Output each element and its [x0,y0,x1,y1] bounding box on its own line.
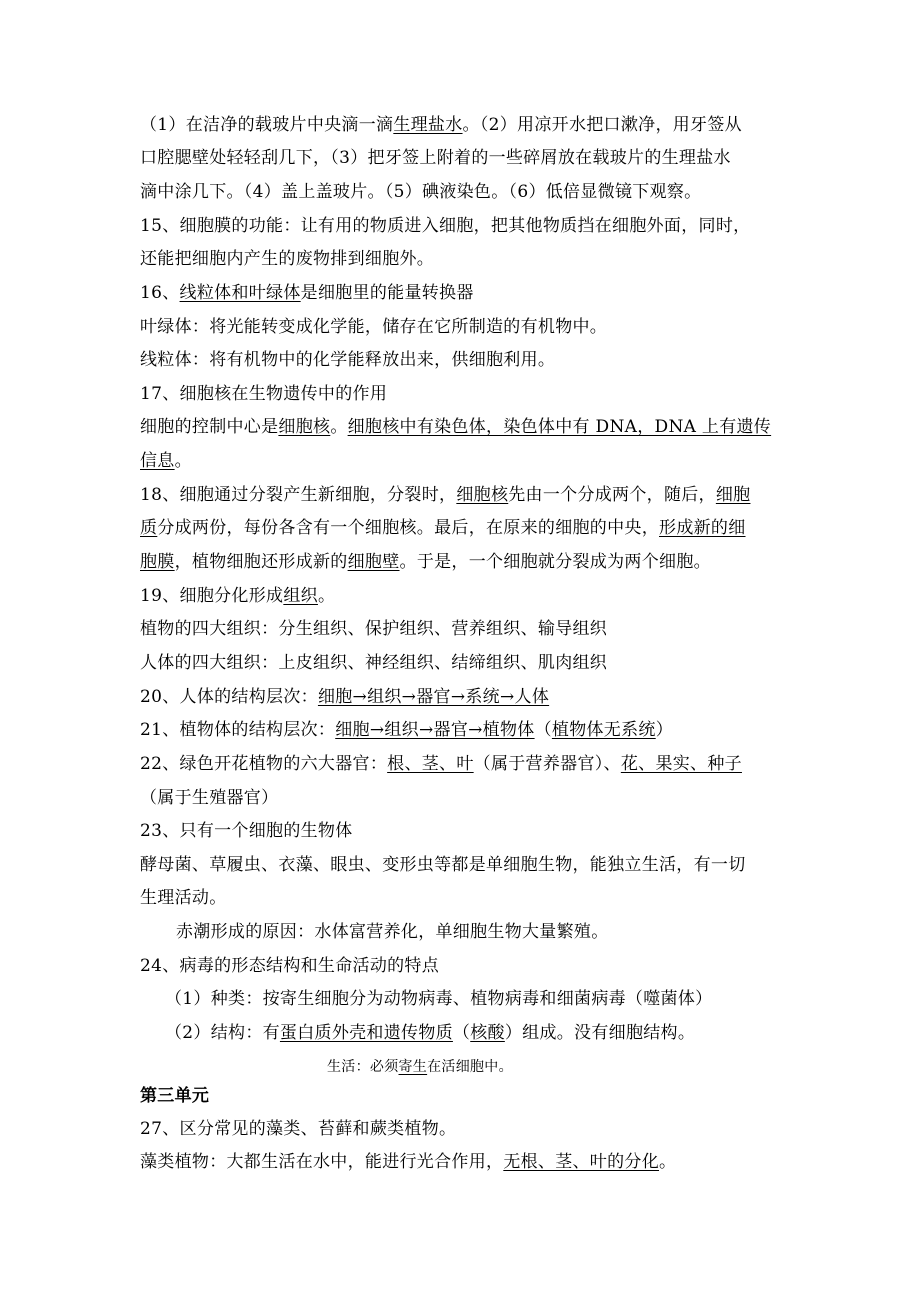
underlined-text: 组织 [283,586,318,606]
underlined-text: 生理盐水 [393,115,463,135]
underlined-text: 根、茎、叶 [387,754,474,774]
text-segment: 人体的四大组织：上皮组织、神经组织、结缔组织、肌肉组织 [140,653,608,673]
underlined-text: 蛋白质外壳和遗传物质 [279,1023,453,1043]
text-line [140,449,192,473]
text-segment: 16、 [140,283,180,303]
underlined-text: 细胞壁 [347,552,400,572]
text-segment: 。 [317,586,336,606]
text-line [140,1150,676,1174]
text-segment: 口腔腮壁处轻轻刮几下，（3）把牙签上附着的一些碎屑放在载玻片的生理盐水 [140,148,731,168]
text-segment: 。于是，一个细胞就分裂成为两个细胞。 [399,552,711,572]
text-line [140,113,742,137]
text-segment: （属于生殖器官） [140,788,279,808]
text-segment: 植物的四大组织：分生组织、保护组织、营养组织、输导组织 [140,619,608,639]
text-segment: 。 [330,417,348,437]
text-line [140,247,434,271]
text-segment: ，植物细胞还形成新的 [174,552,348,572]
text-line [327,1055,513,1079]
text-segment: 藻类植物：大都生活在水中，能进行光合作用， [140,1152,504,1172]
text-line [140,718,673,742]
text-segment: 21、植物体的结构层次： [140,720,336,740]
text-segment: （属于营养器官）、 [473,754,621,774]
underlined-text: 细胞核 [278,417,331,437]
text-segment: 是细胞里的能量转换器 [300,283,474,303]
text-segment: 。 [659,1152,677,1172]
text-segment: 23、只有一个细胞的生物体 [140,821,353,841]
text-line [140,348,555,372]
text-line [140,516,746,540]
text-line [140,281,474,305]
text-segment: 分成两份，每份各含有一个细胞核。最后，在原来的细胞的中央， [157,518,660,538]
text-segment: （ [452,1023,471,1043]
text-segment: 细胞的控制中心是 [140,417,279,437]
text-line [140,550,711,574]
text-segment: 。 [174,451,192,471]
underlined-text: 质 [140,518,158,538]
text-line [140,315,607,339]
text-line [140,886,227,910]
text-line [140,853,746,877]
text-segment: 22、绿色开花植物的六大器官： [140,754,388,774]
text-segment: 27、区分常见的藻类、苔藓和蕨类植物。 [140,1119,457,1139]
underlined-text: 细胞核 [456,485,509,505]
underlined-text: 细胞 [715,485,751,505]
text-line [176,920,609,944]
text-segment: 线粒体：将有机物中的化学能释放出来，供细胞利用。 [140,350,556,370]
text-line [140,617,607,641]
text-segment: 酵母菌、草履虫、衣藻、眼虫、变形虫等都是单细胞生物，能独立生活，有一切 [140,855,746,875]
text-segment: 第三单元 [140,1086,210,1106]
text-line [140,146,731,170]
underlined-text: 植物体无系统 [551,720,656,740]
text-line [140,786,278,810]
underlined-text: 细胞核中有染色体，染色体中有 DNA，DNA 上有遗传 [347,417,772,437]
text-segment: 还能把细胞内产生的废物排到细胞外。 [140,249,435,269]
text-segment: 。（2）用凉开水把口漱净，用牙签从 [462,115,742,135]
text-segment: 生活：必须 [327,1059,399,1075]
text-segment: 先由一个分成两个，随后， [508,485,716,505]
text-line [140,1117,456,1141]
text-line [140,584,335,608]
text-line [165,987,712,1011]
text-line [140,819,353,843]
text-line [140,415,771,439]
text-line [165,1021,695,1045]
text-segment: 20、人体的结构层次： [140,687,318,707]
underlined-text: 信息 [140,451,175,471]
text-segment: （1）在洁净的载玻片中央滴一滴 [140,115,394,135]
text-line [140,214,750,238]
text-segment: 生理活动。 [140,888,227,908]
text-segment: ）组成。没有细胞结构。 [504,1023,696,1043]
underlined-text: 线粒体和叶绿体 [179,283,301,303]
underlined-text: 形成新的细 [659,518,746,538]
underlined-text: 无根、茎、叶的分化 [503,1152,660,1172]
underlined-text: 细胞→组织→器官→植物体 [335,720,535,740]
text-segment: （2）结构：有 [165,1023,280,1043]
text-segment: 滴中涂几下。（4）盖上盖玻片。（5）碘液染色。（6）低倍显微镜下观察。 [140,182,702,202]
underlined-text: 寄生 [398,1059,428,1075]
text-line [140,180,701,204]
text-line [140,954,439,978]
underlined-text: 胞膜 [140,552,175,572]
text-segment: （1）种类：按寄生细胞分为动物病毒、植物病毒和细菌病毒（噬菌体） [165,989,713,1009]
text-line [140,685,549,709]
text-line [140,752,742,776]
text-line [140,483,750,507]
text-segment: 17、细胞核在生物遗传中的作用 [140,384,388,404]
text-line [140,382,387,406]
text-segment: ） [655,720,674,740]
underlined-text: 细胞→组织→器官→系统→人体 [317,687,550,707]
text-segment: （ [534,720,552,740]
text-segment: 15、细胞膜的功能：让有用的物质进入细胞，把其他物质挡在细胞外面，同时， [140,216,751,236]
text-segment: 18、细胞通过分裂产生新细胞，分裂时， [140,485,457,505]
text-line [140,651,607,675]
text-segment: 叶绿体：将光能转变成化学能，储存在它所制造的有机物中。 [140,317,608,337]
underlined-text: 花、果实、种子 [620,754,742,774]
section-heading [140,1084,209,1108]
text-segment: 19、细胞分化形成 [140,586,284,606]
text-segment: 赤潮形成的原因：水体富营养化，单细胞生物大量繁殖。 [176,922,609,942]
text-segment: 24、病毒的形态结构和生命活动的特点 [140,956,440,976]
text-segment: 在活细胞中。 [427,1059,513,1075]
underlined-text: 核酸 [470,1023,505,1043]
